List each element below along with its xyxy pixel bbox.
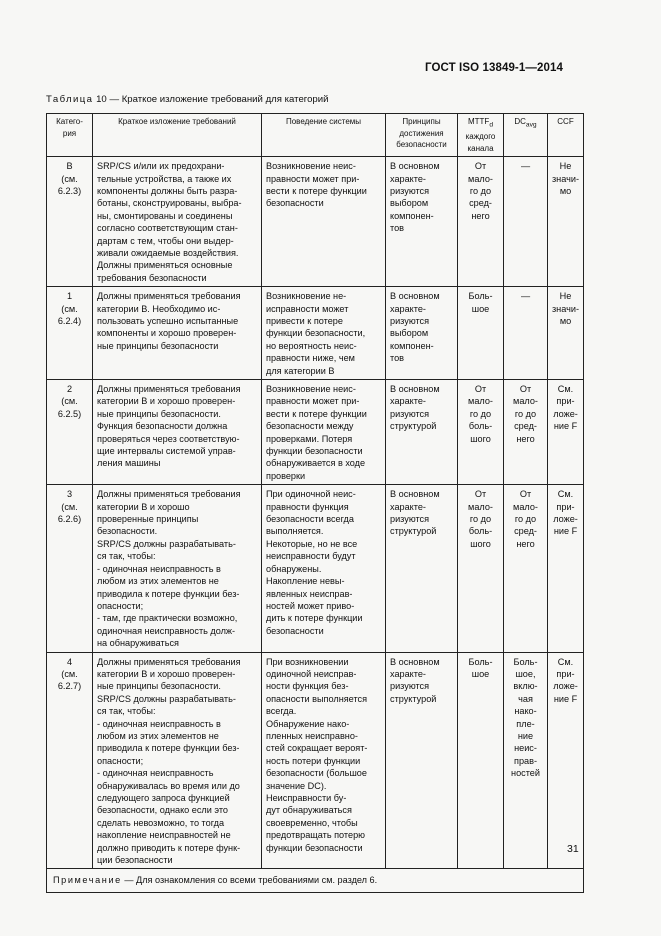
cell-behavior: Возникновение неис- правности может при- вести к потере функции безопасности — [262, 157, 386, 287]
cell-mttfd: Боль- шое — [458, 287, 504, 380]
header-dcavg-main: DC — [514, 117, 526, 126]
header-summary: Краткое изложение требований — [93, 114, 262, 157]
cell-principles: В основном характе- ризуются выбором компонен- тов — [386, 287, 458, 380]
table-row — [47, 157, 584, 287]
cell-dcavg: — — [504, 157, 548, 287]
cell-summary: Должны применяться требования категории B и хорошо проверен- ные принципы безопасности. SRP/CS должны разрабатывать- ся так, чтобы: - одиночная неисправность в любом из этих элементов не приводила к потере функции без- опасности; - одиночная неисправность обнаруживалась во время или до следующего запроса функцией безопасности, однако если это сделать невозможно, то тогда накопление неисправностей не должно приводить к потере функ- ции безопасности — [93, 652, 262, 869]
cell-category: B (см. 6.2.3) — [47, 157, 93, 287]
header-mttfd-sub: d — [489, 121, 494, 129]
requirements-table — [46, 113, 584, 893]
cell-behavior: Возникновение неис- правности может при- вести к потере функции безопасности между проверками. Потеря функции безопасности обнаруживается в ходе проверки — [262, 380, 386, 485]
cell-mttfd: Боль- шое — [458, 652, 504, 869]
cell-category: 1 (см. 6.2.4) — [47, 287, 93, 380]
header-principles: Принципы достижения безопасности — [386, 114, 458, 157]
table-note-text: — Для ознакомления со всеми требованиями см. раздел 6. — [124, 875, 378, 886]
cell-principles: В основном характе- ризуются структурой — [386, 380, 458, 485]
cell-summary: Должны применяться требования категории B и хорошо проверен- ные принципы безопасности. Функция безопасности должна проверяться через соответствую- щие интервалы системой управ- ления машины — [93, 380, 262, 485]
table-header-row — [47, 114, 584, 157]
table-note-row — [47, 869, 584, 893]
cell-principles: В основном характе- ризуются структурой — [386, 652, 458, 869]
cell-ccf: См. при- ложе- ние F — [548, 485, 584, 652]
cell-category: 3 (см. 6.2.6) — [47, 485, 93, 652]
cell-dcavg: От мало- го до сред- него — [504, 485, 548, 652]
header-dcavg — [504, 114, 548, 157]
cell-summary: SRP/CS и/или их предохрани- тельные устройства, а также их компоненты должны быть разра- ботаны, сконструированы, выбра- ны, смонтированы и соединены согласно соответствующим стан- дартам с тем, чтобы они выдер- живали ожидаемые воздействия. Должны применяться основные требования безопасности — [93, 157, 262, 287]
cell-ccf: Не значи- мо — [548, 287, 584, 380]
header-category: Катего- рия — [47, 114, 93, 157]
cell-mttfd: От мало- го до боль- шого — [458, 485, 504, 652]
header-behavior: Поведение системы — [262, 114, 386, 157]
table-note-label: Примечание — [53, 875, 122, 886]
cell-summary: Должны применяться требования категории B. Необходимо ис- пользовать успешно испытанные компоненты и хорошо проверен- ные принципы безопасности — [93, 287, 262, 380]
table-row — [47, 652, 584, 869]
cell-ccf: См. при- ложе- ние F — [548, 380, 584, 485]
cell-mttfd: От мало- го до сред- него — [458, 157, 504, 287]
document-standard-code: ГОСТ ISO 13849-1—2014 — [425, 62, 563, 74]
cell-dcavg: Боль- шое, вклю- чая нако- пле- ние неис- прав- ностей — [504, 652, 548, 869]
cell-dcavg: От мало- го до сред- него — [504, 380, 548, 485]
cell-behavior: При возникновении одиночной неисправ- ности функция без- опасности выполняется всегда. Обнаружение нако- пленных неисправно- стей сокращает вероят- ность потери функции безопасности (большое значение DC). Неисправности бу- дут обнаруживаться своевременно, чтобы предотвращать потерю функции безопасности — [262, 652, 386, 869]
cell-category: 4 (см. 6.2.7) — [47, 652, 93, 869]
table-row — [47, 380, 584, 485]
cell-behavior: При одиночной неис- правности функция безопасности всегда выполняется. Некоторые, но не все неисправности будут обнаружены. Накопление невы- явленных неисправ- ностей может приво- дить к потере функции безопасности — [262, 485, 386, 652]
page-number: 31 — [567, 843, 579, 855]
table-caption — [46, 94, 328, 105]
header-mttfd — [458, 114, 504, 157]
cell-summary: Должны применяться требования категории B и хорошо проверенные принципы безопасности. SRP/CS должны разрабатывать- ся так, чтобы: - одиночная неисправность в любом из этих элементов не приводила к потере функции без- опасности; - там, где практически возможно, одиночная неисправность долж- на обнаруживаться — [93, 485, 262, 652]
header-mttfd-rest: каждого канала — [465, 132, 496, 153]
cell-ccf: Не значи- мо — [548, 157, 584, 287]
cell-principles: В основном характе- ризуются структурой — [386, 485, 458, 652]
table-caption-label: Таблица — [46, 94, 94, 105]
cell-dcavg: — — [504, 287, 548, 380]
table-caption-text: — Краткое изложение требований для категорий — [109, 94, 329, 105]
header-ccf: CCF — [548, 114, 584, 157]
cell-category: 2 (см. 6.2.5) — [47, 380, 93, 485]
table-row — [47, 287, 584, 380]
table-note — [47, 869, 584, 893]
table-row — [47, 485, 584, 652]
cell-behavior: Возникновение не- исправности может привести к потере функции безопасности, но вероятность неис- правности ниже, чем для категории B — [262, 287, 386, 380]
header-mttfd-main: MTTF — [467, 117, 490, 126]
table-caption-number: 10 — [96, 94, 107, 105]
cell-ccf: См. при- ложе- ние F — [548, 652, 584, 869]
cell-mttfd: От мало- го до боль- шого — [458, 380, 504, 485]
cell-principles: В основном характе- ризуются выбором компонен- тов — [386, 157, 458, 287]
header-dcavg-sub: avg — [525, 121, 537, 129]
